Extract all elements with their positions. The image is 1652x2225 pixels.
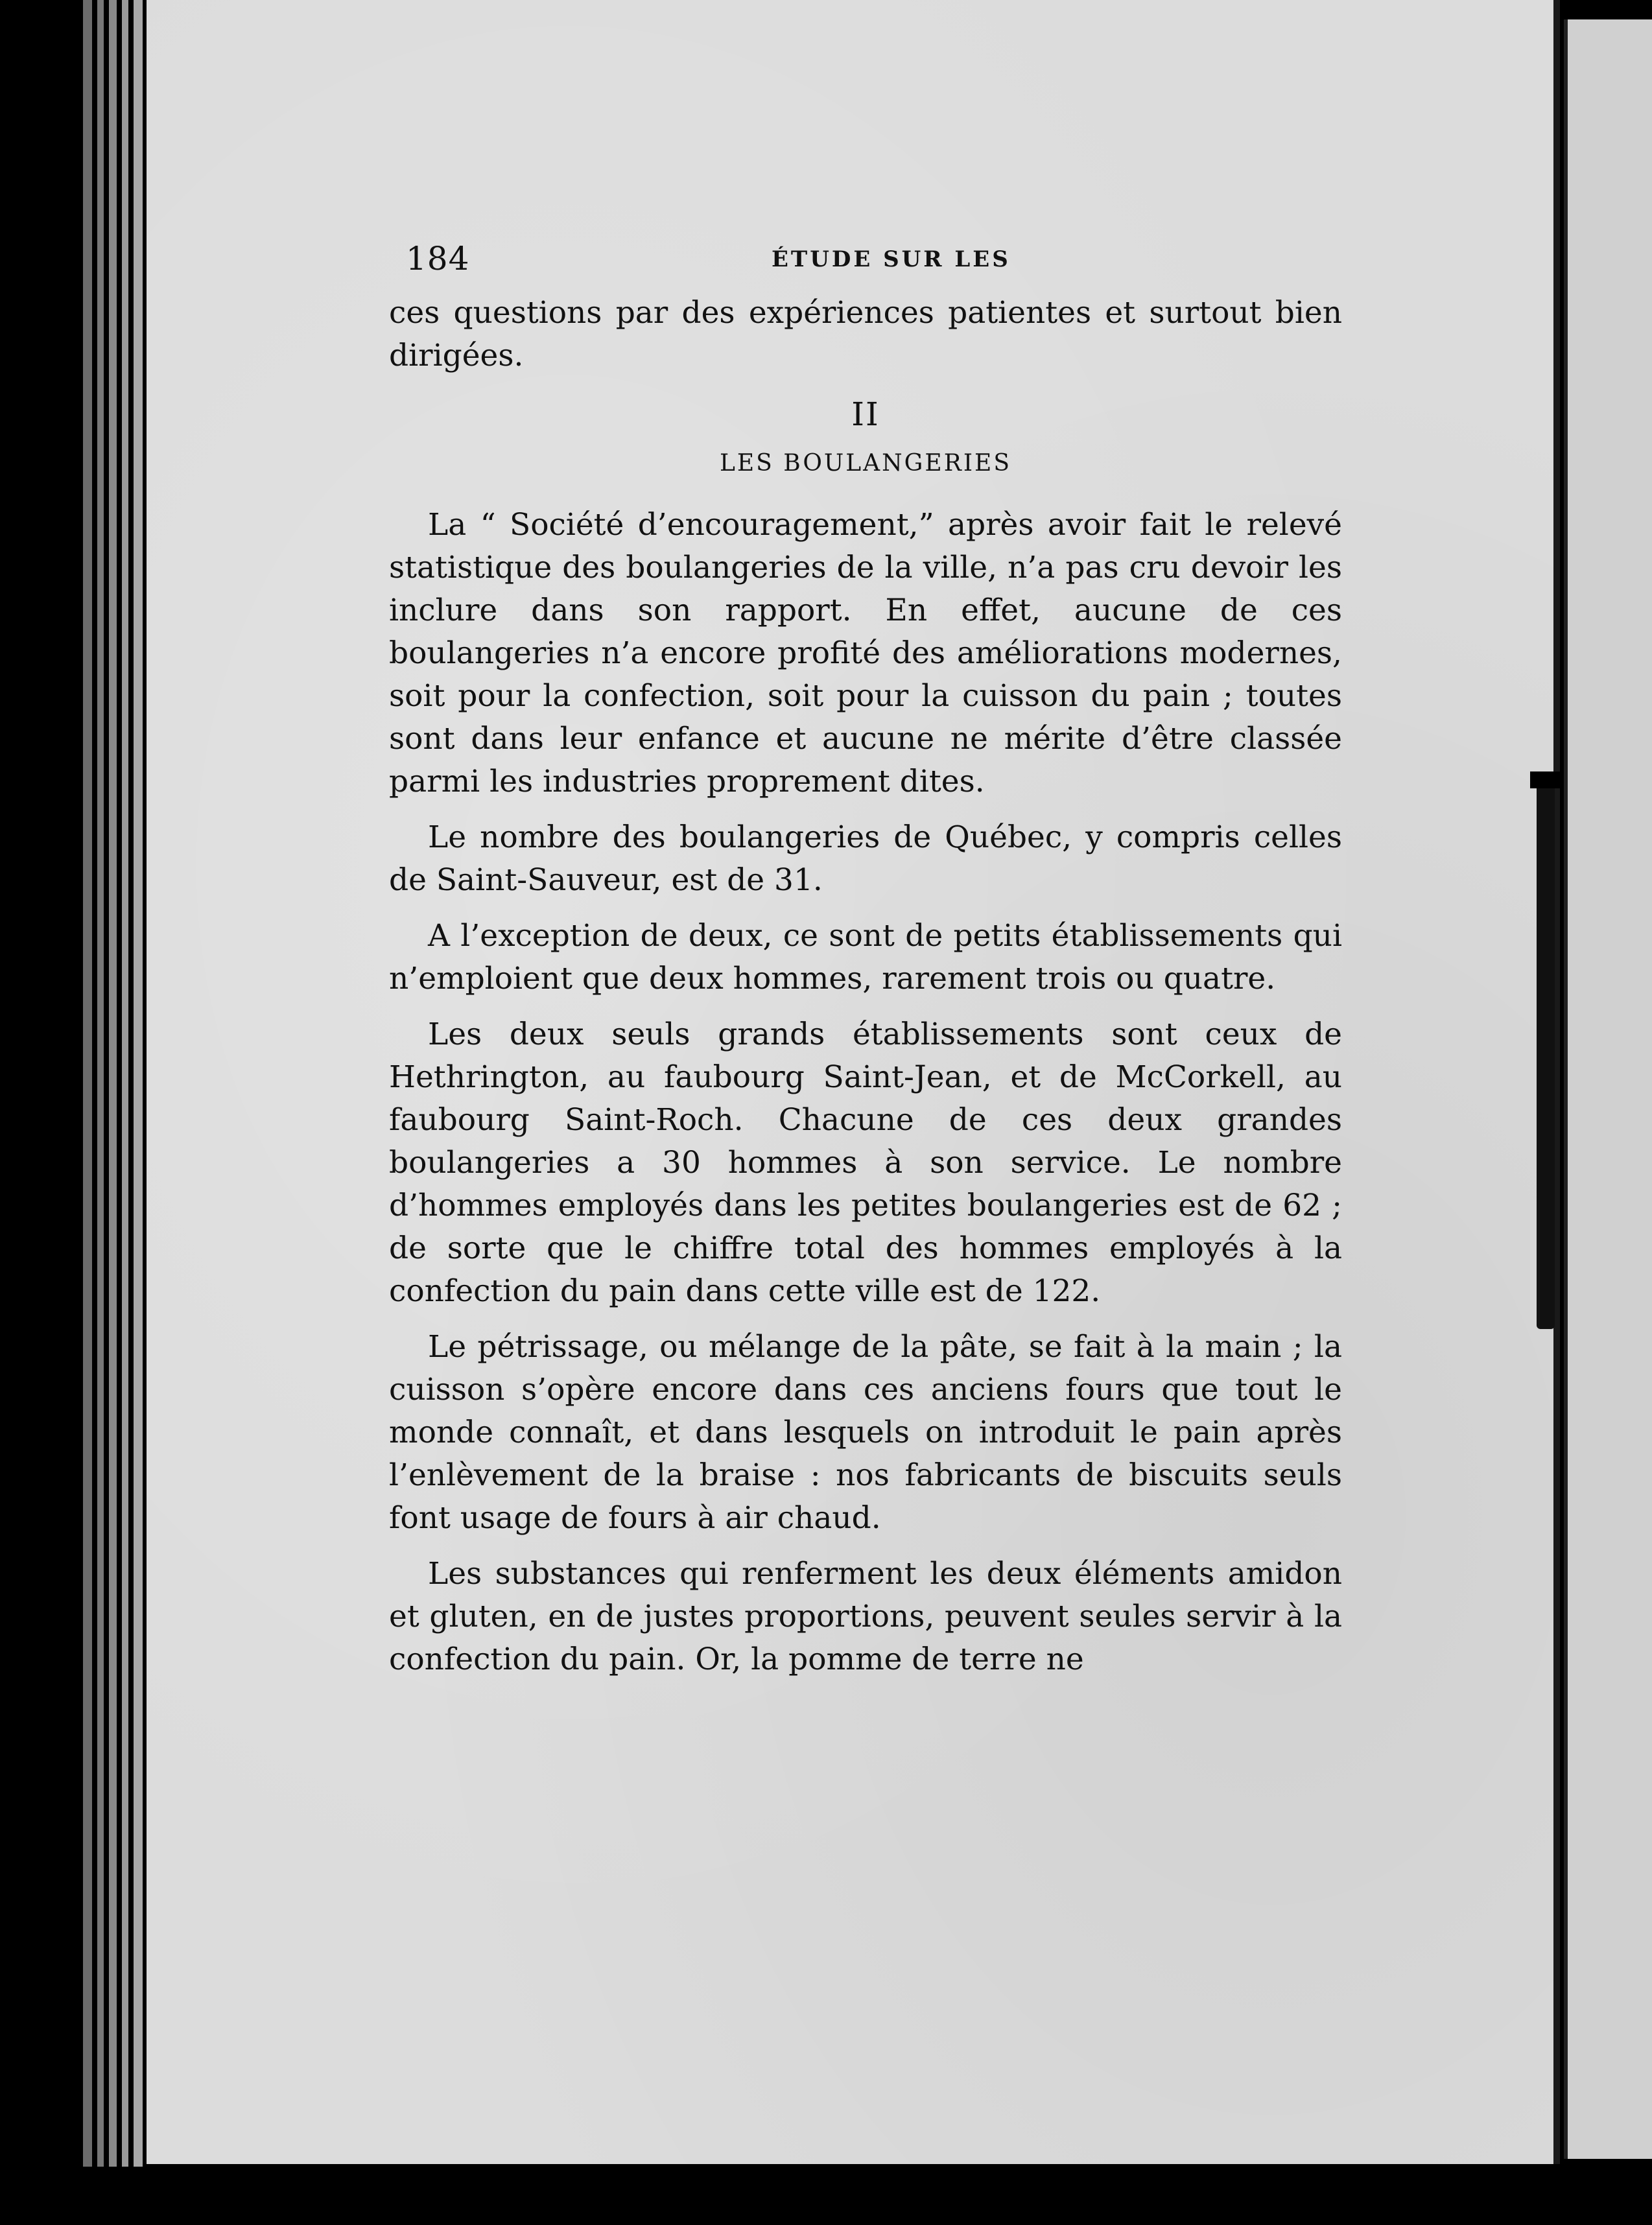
- section-title: LES BOULANGERIES: [720, 450, 1011, 477]
- binding-clip-head: [1530, 771, 1561, 788]
- paragraph: Le nombre des boulangeries de Québec, y compris celles de Saint-Sauveur, est de 31.: [389, 819, 1342, 898]
- paragraph: La “ Société d’encouragement,” après avoir fait le relevé statistique des boulangeries de la ville, n’a pas cru devoir les inclure dans son rapport. En effet, aucune de ces boulangeries n’a encore profité des améliorations modernes, soit pour la confection, soit pour la cuisson du pain ; toutes sont dans leur enfance et aucune ne mérite d’être classée parmi les industries proprement dites.: [389, 507, 1342, 799]
- text-block: [389, 240, 1342, 1681]
- page-number: 184: [406, 240, 470, 277]
- paragraph: Les deux seuls grands établissements sont ceux de Hethrington, au faubourg Saint-Jean, et de McCorkell, au faubourg Saint-Roch. Chacune de ces deux grandes boulangeries a 30 hommes à son service. Le nombre d’hommes employés dans les petites boulangeries est de 62 ; de sorte que le chiffre total des hommes employés à la confection du pain dans cette ville est de 122.: [389, 1017, 1342, 1309]
- page-edge: [97, 0, 104, 2167]
- facing-page-edge: [1564, 19, 1652, 2159]
- section-number: II: [851, 395, 880, 433]
- paragraph: A l’exception de deux, ce sont de petits établissements qui n’emploient que deux hommes, rarement trois ou quatre.: [389, 918, 1342, 996]
- binding-clip: [1537, 771, 1555, 1329]
- page-edge: [122, 0, 128, 2167]
- running-head: [389, 240, 1342, 292]
- page-edge: [134, 0, 143, 2167]
- page-edge: [109, 0, 117, 2167]
- running-title: ÉTUDE SUR LES: [772, 246, 1011, 272]
- continuation-paragraph: ces questions par des expériences patientes et surtout bien dirigées.: [389, 295, 1342, 373]
- paragraph: Le pétrissage, ou mélange de la pâte, se fait à la main ; la cuisson s’opère encore dans ces anciens fours que tout le monde connaît, et dans lesquels on introduit le pain après l’enlèvement de la braise : nos fabricants de biscuits seuls font usage de fours à air chaud.: [389, 1329, 1342, 1536]
- paragraph: Les substances qui renferment les deux éléments amidon et gluten, en de justes proportions, peuvent seules servir à la confection du pain. Or, la pomme de terre ne: [389, 1556, 1342, 1677]
- page-edge: [83, 0, 92, 2167]
